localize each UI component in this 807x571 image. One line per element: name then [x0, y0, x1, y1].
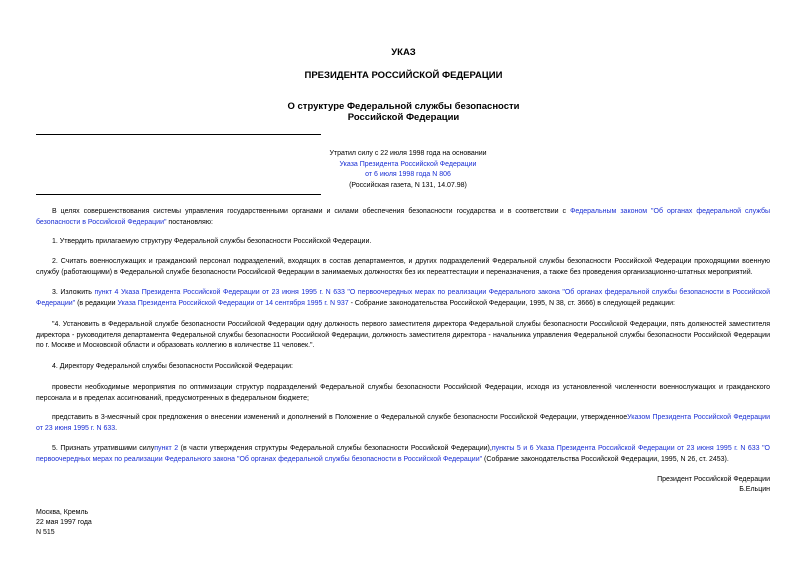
- decree-number: N 515: [36, 529, 55, 536]
- paragraph-4-item-1: провести необходимые мероприятия по оптимизации структур подразделений Федеральной службы безопасности Российской Федерации, исходя из установленной численности военнослужащих и гражданского персонала и в пределах ассигнований, предусмотренных в федеральном бюджете;: [36, 384, 770, 402]
- place: Москва, Кремль: [36, 509, 89, 516]
- paragraph-5-end: (Собрание законодательства Российской Федерации, 1995, N 26, ст. 2453).: [482, 455, 729, 463]
- paragraph-3-start: 3. Изложить: [52, 289, 95, 296]
- paragraph-3-mid: (в редакции: [75, 299, 118, 307]
- signature-block: [570, 475, 770, 495]
- paragraph-4: 4. Директору Федеральной службы безопасности Российской Федерации:: [52, 363, 293, 370]
- paragraph-5-mid: (в части утверждения структуры Федеральной службы безопасности Российской Федерации),: [178, 445, 492, 452]
- paragraph-5-start: 5. Признать утратившими силу: [52, 445, 155, 452]
- repeal-source: (Российская газета, N 131, 14.07.98): [349, 181, 467, 189]
- issuer: ПРЕЗИДЕНТА РОССИЙСКОЙ ФЕДЕРАЦИИ: [304, 70, 503, 81]
- preamble-text: В целях совершенствования системы управления государственными органами и силами обеспечения безопасности государства и в соответствии с: [52, 208, 571, 215]
- doc-type: УКАЗ: [391, 47, 416, 58]
- paragraph-5: [36, 444, 770, 465]
- paragraph-4-item-2-end: .: [115, 424, 118, 432]
- paragraph-4-item-2-text: представить в 3-месячный срок предложения о внесении изменений и дополнений в Положение о Федеральной службе безопасности Российской Федерации, утвержденное: [52, 414, 628, 421]
- repeal-decree-date-link[interactable]: от 6 июля 1998 года N 806: [365, 171, 451, 178]
- decree-633-link[interactable]: Указом Президента Российской Федерации от 23 июня 1995 г. N 633: [36, 414, 770, 432]
- signatory-title: Президент Российской Федерации: [657, 476, 770, 483]
- place-date-block: [36, 508, 236, 538]
- divider-bottom: [36, 194, 321, 195]
- decree-633-point4-link[interactable]: пункт 4 Указа Президента Российской Федерации от 23 июня 1995 г. N 633 "О первоочередных мерах по реализации Федерального закона "Об органах федеральной службы безопасности в Российской Федерации": [36, 289, 770, 307]
- paragraph-3: [36, 288, 770, 309]
- divider-top: [36, 134, 321, 135]
- paragraph-2: 2. Считать военнослужащих и гражданский персонал подразделений, входящих в состав департаментов, и других подразделений Федеральной службы безопасности Российской Федерации проходящими военную службу (работающими) в Федеральной службе безопасности Российской Федерации в занимаемых должностях без их переаттестации и переназначения, а также без проведения организационно-штатных мероприятий.: [36, 258, 770, 276]
- preamble-end: постановляю:: [166, 218, 214, 226]
- repeal-decree-link[interactable]: Указа Президента Российской Федерации: [339, 160, 477, 168]
- paragraph-3-end: - Собрание законодательства Российской Федерации, 1995, N 38, ст. 3666) в следующей редакции:: [348, 299, 675, 307]
- preamble-paragraph: [36, 207, 770, 228]
- doc-subject-line2: Российской Федерации: [347, 112, 460, 123]
- paragraph-4-item-2: [36, 413, 770, 434]
- paragraph-1: 1. Утвердить прилагаемую структуру Федеральной службы безопасности Российской Федерации.: [52, 238, 372, 245]
- federal-law-link[interactable]: Федеральным законом "Об органах федеральной службы безопасности в Российской Федерации": [36, 208, 771, 226]
- repeal-note: [180, 149, 636, 191]
- quoted-paragraph: "4. Установить в Федеральной службе безопасности Российской Федерации одну должность первого заместителя директора Федеральной службы безопасности Российской Федерации, пять должностей заместителя директора - руководителя департамента Федеральной службы безопасности Российской Федерации, должность заместителя директора - начальника управления Федеральной службы безопасности Российской Федерации по г. Москве и Московской области и образовать коллегию в количестве 11 человек.".: [36, 321, 770, 349]
- signatory-name: Б.Ельцин: [739, 486, 770, 493]
- doc-subject-line1: О структуре Федеральной службы безопасности: [287, 101, 520, 112]
- decree-937-link[interactable]: Указа Президента Российской Федерации от 14 сентября 1995 г. N 937: [117, 299, 349, 307]
- points-5-6-link[interactable]: пункты 5 и 6 Указа Президента Российской Федерации от 23 июня 1995 г. N 633 "О первоочередных мерах по реализации Федерального закона "Об органах федеральной службы безопасности в Российской Федерации": [36, 445, 770, 463]
- repeal-note-line: Утратил силу с 22 июля 1998 года на основании: [329, 150, 487, 157]
- date: 22 мая 1997 года: [36, 519, 92, 526]
- point2-link[interactable]: пункт 2: [154, 445, 179, 452]
